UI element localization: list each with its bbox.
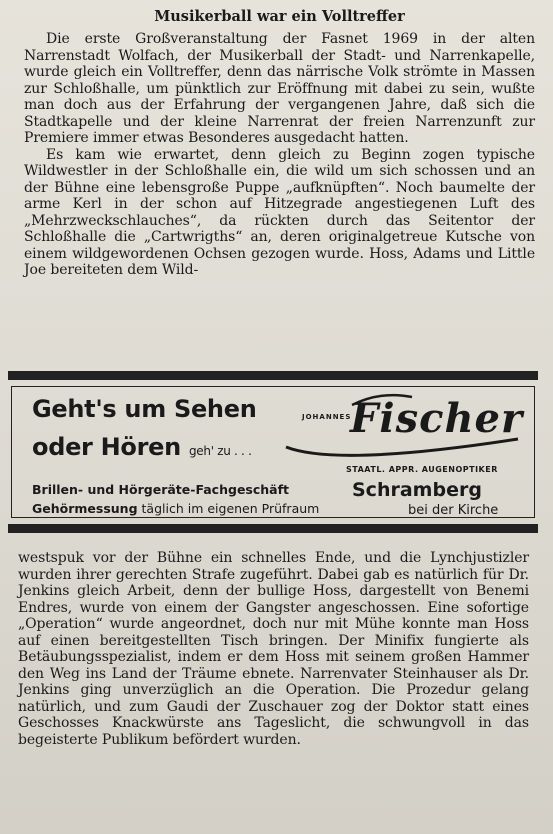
article-paragraph-1: Die erste Großveranstaltung der Fasnet 1969 in der alten Narrenstadt Wolfach, der Musikerball der Stadt- und Narrenkapelle, wurde gleich ein Volltreffer, denn das närrische Volk strömte in Massen zur Schloßhalle, um pünktlich zur Eröffnung mit dabei zu sein, wußte man doch aus der Erfahrung der vergangenen Jahre, daß sich die Stadtkapelle und der kleine Narrenrat der freien Narrenzunft zur Premiere immer etwas Besonderes ausgedacht hatten. xyxy=(24,31,535,146)
ad-bottom-bar xyxy=(8,524,538,533)
ad-box xyxy=(11,386,535,518)
article-paragraph-2: Es kam wie erwartet, denn gleich zu Beginn zogen typische Wildwestler in der Schloßhalle ein, die wild um sich schossen und an der Bühne eine lebensgroße Puppe „aufknüpften“. Noch baumelte der arme Kerl in der schon auf Hitzegrade angestiegenen Luft des „Mehrzweckschlauches“, da rückten durch das Seitentor der Schloßhalle die „Cartwrigths“ an, deren originalgetreue Kutsche von einem wildgewordenen Ochsen gezogen wurde. Hoss, Adams und Little Joe bereiteten dem Wild- xyxy=(24,146,535,278)
article-bottom xyxy=(18,550,529,748)
ad-headline-2 xyxy=(32,433,252,461)
ad-city: Schramberg xyxy=(352,479,482,501)
ad-firstname: JOHANNES xyxy=(302,413,352,421)
ad-business: Brillen- und Hörgeräte-Fachgeschäft xyxy=(32,482,290,497)
ad-credential: STAATL. APPR. AUGENOPTIKER xyxy=(346,465,498,474)
article-title: Musikerball war ein Volltreffer xyxy=(154,8,405,25)
ad-logo-text: Fischer xyxy=(350,395,524,442)
article-continuation: westspuk vor der Bühne ein schnelles Ende, und die Lynchjustizler wurden ihrer gerechten Strafe zugeführt. Dabei gab es natürlich für Dr. Jenkins gleich Arbeit, denn der bullige Hoss, dargestellt von Benemi Endres, wurde von einem der Gangster angeschossen. Eine sofortige „Operation“ wurde angeordnet, doch nur mit Mühe konnte man Hoss auf einen bereitgestellten Tisch bringen. Der Minifix fungierte als Betäubungsspezialist, indem er dem Hoss mit seinem großen Hammer den Weg ins Land der Träume ebnete. Narrenvater Steinhauser als Dr. Jenkins ging unverzüglich an die Operation. Die Prozedur gelang natürlich, und zum Gaudi der Zuschauer zog der Doktor statt eines Geschosses Knackwürste ans Tageslicht, die schwungvoll in das begeisterte Publikum befördert wurden. xyxy=(18,550,529,748)
ad-top-bar xyxy=(8,371,538,380)
article-top xyxy=(24,0,535,279)
ad-location: bei der Kirche xyxy=(408,503,499,518)
advertisement xyxy=(8,371,538,537)
ad-service xyxy=(32,501,319,516)
ad-headline-1: Geht's um Sehen xyxy=(32,395,257,423)
ad-service-rest: täglich im eigenen Prüfraum xyxy=(141,501,320,516)
ad-headline-2-small: geh' zu . . . xyxy=(188,444,252,458)
ad-service-bold: Gehörmessung xyxy=(32,501,138,516)
ad-headline-2-main: oder Hören xyxy=(32,433,181,461)
